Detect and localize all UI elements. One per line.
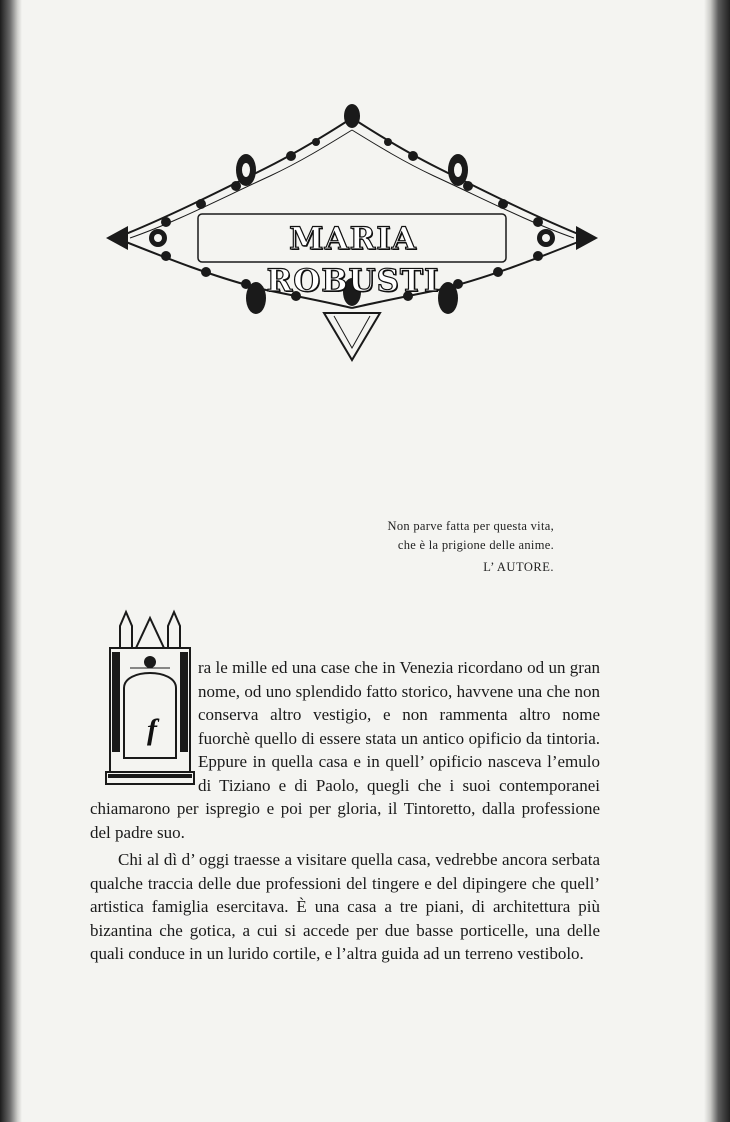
epigraph-line: che è la prigione delle anime. bbox=[397, 538, 554, 552]
decorated-initial-letter: f bbox=[147, 713, 157, 746]
book-spine-shadow bbox=[0, 0, 22, 1122]
book-page bbox=[14, 0, 714, 1122]
epigraph bbox=[294, 517, 554, 577]
paragraph: Chi al dì d’ oggi traesse a visitare quella casa, vedrebbe ancora serbata qualche traccia delle due professioni del tingere e del dipingere che quell’ artistica famiglia esercitava. È una casa a tre piani, di architettura più bizantina che gotica, a cui si accede per due basse porticelle, una delle quali conduce in un lurido cortile, e l’altra guida ad un terreno vestibolo. bbox=[90, 850, 600, 963]
paragraph: ra le mille ed una case che in Venezia ricordano od un gran nome, od uno splendido fatto storico, havvene una che non conserva altro vestigio, e non rammenta altro nome fuorchè quello di essere stata un antico opificio da tintoria. Eppure in quella casa e in quell’ opificio nasceva l’emulo di Tiziano e di Paolo, quegli che i suoi contemporanei chiamarono per ispregio e poi per gloria, il Tintoretto, dalla professione del padre suo. bbox=[90, 658, 600, 842]
epigraph-author: L’ AUTORE. bbox=[483, 560, 554, 574]
book-edge-shadow bbox=[704, 0, 730, 1122]
chapter-title: MARIA ROBUSTI bbox=[266, 221, 440, 299]
epigraph-line: Non parve fatta per questa vita, bbox=[387, 519, 554, 533]
body-text bbox=[90, 656, 600, 966]
initial-spacer bbox=[90, 656, 198, 792]
